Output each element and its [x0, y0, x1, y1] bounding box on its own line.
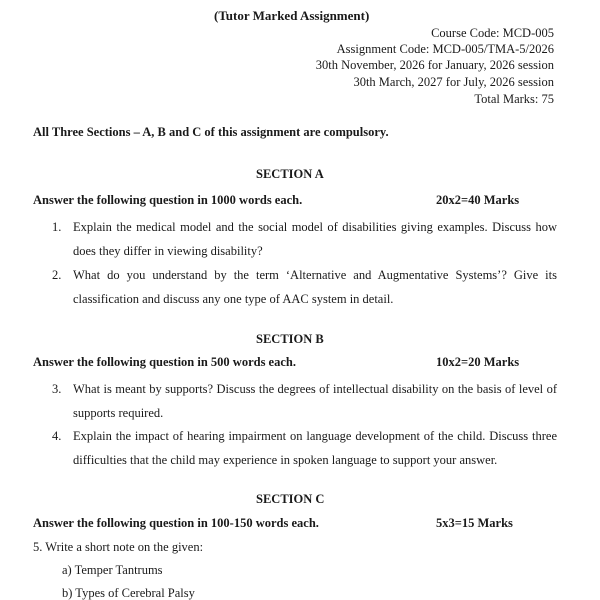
question-number: 4. [52, 429, 62, 443]
question-number: 3. [52, 382, 62, 396]
section-c-title: SECTION C [256, 492, 325, 506]
question-number: 2. [52, 268, 62, 282]
course-code: Course Code: MCD-005 [431, 26, 554, 40]
question-text: What is meant by supports? Discuss the degrees of intellectual disability on the basis of level of supports required. [73, 382, 557, 420]
question-text: What do you understand by the term ‘Alternative and Augmentative Systems’? Give its classification and discuss any one type of AAC system in detail. [73, 268, 557, 306]
section-c-question: 5. Write a short note on the given: [33, 540, 204, 554]
section-c-marks: 5x3=15 Marks [436, 516, 513, 530]
question-text: Explain the impact of hearing impairment on language development of the child. Discuss three difficulties that the child may experience in spoken language to support your answer. [73, 429, 557, 467]
sub-item: b) Types of Cerebral Palsy [62, 586, 195, 600]
question-number: 1. [52, 220, 62, 234]
section-c-prompt: Answer the following question in 100-150 words each. [33, 516, 319, 530]
section-a-prompt: Answer the following question in 1000 words each. [33, 193, 303, 207]
section-b-prompt: Answer the following question in 500 words each. [33, 355, 296, 369]
question-text: Explain the medical model and the social model of disabilities giving examples. Discuss how does they differ in viewing disability? [73, 220, 557, 258]
section-a-title: SECTION A [256, 167, 324, 181]
assignment-title: (Tutor Marked Assignment) [214, 8, 370, 23]
section-b-marks: 10x2=20 Marks [436, 355, 520, 369]
section-a-marks: 20x2=40 Marks [436, 193, 520, 207]
section-b-title: SECTION B [256, 332, 324, 346]
sub-item: a) Temper Tantrums [62, 563, 163, 577]
general-instruction: All Three Sections – A, B and C of this assignment are compulsory. [33, 125, 389, 139]
due-date-july: 30th March, 2027 for July, 2026 session [353, 75, 554, 89]
assignment-code: Assignment Code: MCD-005/TMA-5/2026 [336, 42, 554, 56]
total-marks: Total Marks: 75 [474, 92, 554, 106]
due-date-january: 30th November, 2026 for January, 2026 session [315, 58, 554, 72]
